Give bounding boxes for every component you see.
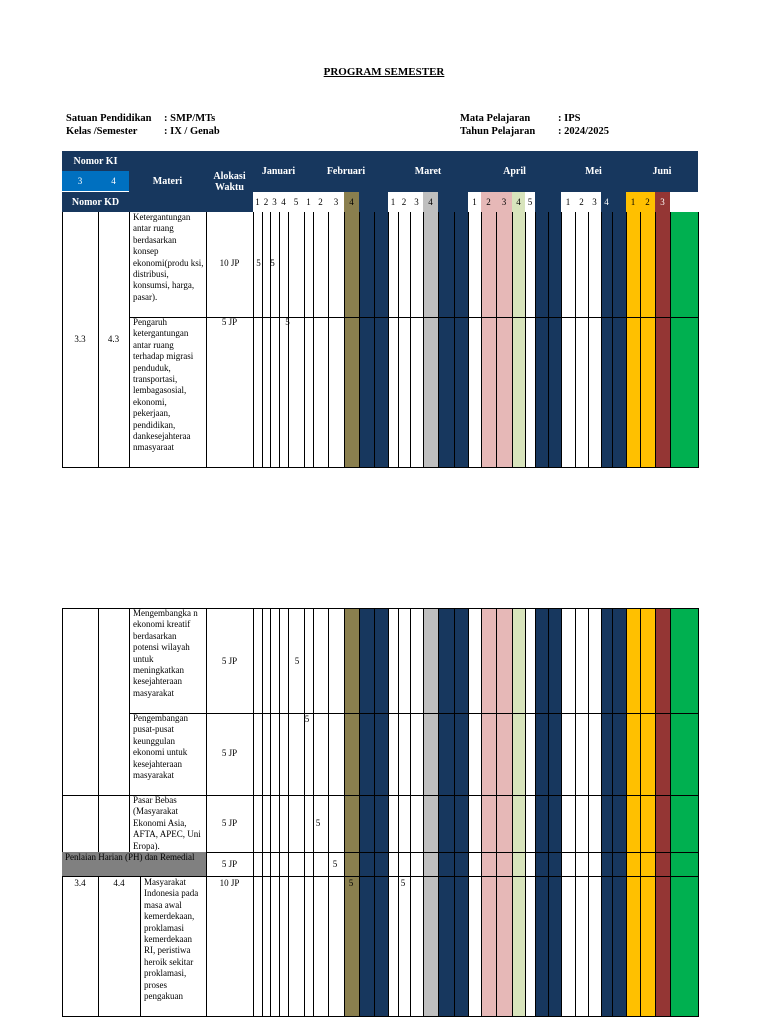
grid-line: [410, 876, 411, 1016]
week-mark: 5: [285, 317, 290, 327]
grid-line: [313, 212, 314, 467]
grid-line: [612, 852, 613, 876]
week-number: 3: [410, 192, 423, 212]
materi-cell: Mengembangka n ekonomi kreatif berdasarkan potensi wilayah untuk meningkatkan kesejahteraan masyarakat: [133, 608, 198, 698]
grid-line: [253, 212, 254, 467]
grid-line: [640, 876, 641, 1016]
grid-line: [398, 876, 399, 1016]
grid-line: [313, 852, 314, 876]
week-fill: [344, 212, 359, 467]
grid-line: [344, 876, 345, 1016]
materi-cell: Pengembangan pusat-pusat keunggulan ekonomi untuk kesejahteraan masyarakat: [133, 713, 188, 781]
info-value: : IPS: [558, 113, 581, 124]
grid-line: [670, 212, 671, 467]
week-fill: [438, 608, 454, 1016]
week-fill: [626, 608, 640, 1016]
week-number: 3: [270, 192, 279, 212]
grid-line: [548, 852, 549, 876]
grid-line: [481, 212, 482, 467]
week-spacer: [454, 192, 468, 212]
week-fill: [468, 212, 481, 467]
grid-line: [304, 212, 305, 467]
grid-line: [548, 608, 549, 852]
grid-line: [698, 608, 699, 852]
grid-line: [468, 852, 469, 876]
grid-line: [588, 852, 589, 876]
week-number: 1: [626, 192, 640, 212]
week-fill: [468, 608, 481, 1016]
grid-line: [62, 1016, 699, 1017]
week-spacer: [374, 192, 388, 212]
grid-line: [438, 876, 439, 1016]
grid-line: [374, 876, 375, 1016]
grid-line: [454, 608, 455, 852]
grid-line: [388, 852, 389, 876]
grid-line: [359, 212, 360, 467]
week-fill: [438, 212, 454, 467]
kd-kd-value: 4.3: [107, 334, 120, 344]
grid-line: [626, 608, 627, 852]
info-value: : 2024/2025: [558, 126, 610, 137]
grid-line: [129, 608, 130, 852]
grid-line: [344, 852, 345, 876]
grid-line: [206, 876, 207, 1016]
alokasi-cell: 10 JP: [219, 878, 240, 888]
grid-line: [374, 212, 375, 467]
grid-line: [262, 212, 263, 467]
month-header-mei: Mei: [561, 151, 626, 192]
grid-line: [454, 852, 455, 876]
week-fill: [374, 212, 388, 467]
grid-line: [640, 212, 641, 467]
alokasi-cell: 5 JP: [221, 656, 238, 666]
grid-line: [423, 212, 424, 467]
grid-line: [279, 852, 280, 876]
kd-ki-value: 3.3: [74, 334, 86, 344]
grid-line: [288, 608, 289, 852]
alokasi-header: Alokasi Waktu: [206, 151, 253, 212]
grid-line: [438, 212, 439, 467]
grid-line: [374, 608, 375, 852]
grid-line: [468, 608, 469, 852]
grid-line: [535, 876, 536, 1016]
grid-line: [328, 852, 329, 876]
week-spacer: [359, 192, 374, 212]
week-mark: 5: [332, 859, 338, 869]
grid-line: [588, 876, 589, 1016]
grid-line: [626, 212, 627, 467]
grid-line: [253, 852, 254, 876]
grid-line: [468, 212, 469, 467]
week-fill: [612, 212, 626, 467]
grid-line: [423, 608, 424, 852]
week-number: 4: [512, 192, 525, 212]
grid-line: [253, 876, 254, 1016]
grid-line: [253, 608, 254, 852]
grid-line: [328, 608, 329, 852]
week-number: 4: [423, 192, 438, 212]
week-fill: [640, 608, 655, 1016]
grid-line: [270, 876, 271, 1016]
grid-line: [626, 852, 627, 876]
grid-line: [140, 876, 141, 1016]
grid-line: [481, 852, 482, 876]
materi-cell: Masyarakat Indonesia pada masa awal kemerdekaan, proklamasi kemerdekaan RI, peristiwa heroik sekitar proklamasi, proses pengakuan: [144, 877, 199, 1002]
info-label: Mata Pelajaran: [460, 113, 531, 124]
week-fill: [423, 212, 438, 467]
week-number: 1: [388, 192, 398, 212]
grid-line: [388, 608, 389, 852]
grid-line: [454, 212, 455, 467]
week-number: 4: [601, 192, 612, 212]
info-value: : IX / Genab: [164, 126, 220, 137]
grid-line: [655, 212, 656, 467]
grid-line: [481, 876, 482, 1016]
week-number: 2: [262, 192, 270, 212]
grid-line: [304, 608, 305, 852]
week-number: 4: [279, 192, 288, 212]
week-number: 2: [575, 192, 588, 212]
grid-line: [398, 608, 399, 852]
grid-line: [398, 212, 399, 467]
grid-line: [561, 876, 562, 1016]
week-number: 2: [313, 192, 328, 212]
grid-line: [388, 212, 389, 467]
month-header-maret: Maret: [388, 151, 468, 192]
kd-ki-value: 3.4: [74, 878, 86, 888]
grid-line: [588, 212, 589, 467]
week-number: 2: [398, 192, 410, 212]
info-label: Tahun Pelajaran: [460, 126, 536, 137]
grid-line: [548, 212, 549, 467]
grid-line: [423, 876, 424, 1016]
grid-line: [328, 212, 329, 467]
week-fill: [670, 608, 698, 1016]
grid-line: [129, 212, 130, 467]
grid-line: [288, 852, 289, 876]
grid-line: [670, 608, 671, 852]
alokasi-cell: 5 JP: [221, 317, 238, 327]
grid-line: [62, 876, 63, 1016]
alokasi-cell: 5 JP: [221, 818, 238, 828]
grid-line: [575, 608, 576, 852]
week-fill: [496, 212, 512, 467]
week-fill: [359, 212, 374, 467]
grid-line: [279, 212, 280, 467]
grid-line: [62, 608, 63, 852]
week-fill: [481, 608, 496, 1016]
grid-line: [262, 852, 263, 876]
week-fill: [640, 212, 655, 467]
grid-line: [438, 608, 439, 852]
week-fill: [670, 212, 698, 467]
week-mark: 5: [348, 878, 354, 888]
month-header-februari: Februari: [304, 151, 388, 192]
ket-cell: [670, 192, 698, 212]
week-number: 3: [328, 192, 344, 212]
week-fill: [626, 212, 640, 467]
week-spacer: [612, 192, 626, 212]
grid-line: [525, 852, 526, 876]
grid-line: [561, 608, 562, 852]
week-number: 3: [588, 192, 601, 212]
grid-line: [698, 876, 699, 1016]
week-mark: 5: [304, 714, 310, 724]
grid-line: [98, 608, 99, 852]
week-fill: [535, 212, 548, 467]
grid-line: [496, 212, 497, 467]
grid-line: [601, 876, 602, 1016]
grid-line: [535, 212, 536, 467]
grid-line: [288, 876, 289, 1016]
grid-line: [575, 212, 576, 467]
grid-line: [512, 876, 513, 1016]
grid-line: [98, 876, 99, 1016]
info-label: Kelas /Semester: [66, 126, 138, 137]
info-label: Satuan Pendidikan: [66, 113, 152, 124]
week-fill: [454, 212, 468, 467]
page-title: PROGRAM SEMESTER: [323, 66, 445, 78]
grid-line: [270, 608, 271, 852]
grid-line: [561, 212, 562, 467]
week-fill: [548, 608, 561, 1016]
grid-line: [410, 852, 411, 876]
week-fill: [374, 608, 388, 1016]
grid-line: [548, 876, 549, 1016]
nomor-ki-header: Nomor KI: [62, 151, 129, 171]
grid-line: [270, 852, 271, 876]
week-mark: 5: [294, 656, 300, 666]
grid-line: [612, 876, 613, 1016]
week-number: 3: [496, 192, 512, 212]
grid-line: [640, 852, 641, 876]
grid-line: [359, 876, 360, 1016]
grid-line: [454, 876, 455, 1016]
grid-line: [313, 608, 314, 852]
week-number: 1: [253, 192, 262, 212]
grid-line: [670, 852, 671, 876]
grid-line: [670, 876, 671, 1016]
month-header-juni: Juni: [626, 151, 698, 192]
week-fill: [601, 212, 612, 467]
kd-kd-value: 4.4: [113, 878, 125, 888]
grid-line: [588, 608, 589, 852]
grid-line: [359, 608, 360, 852]
week-fill: [496, 608, 512, 1016]
materi-cell: Ketergantungan antar ruang berdasarkan konsep ekonomi(produ ksi, distribusi, konsumsi, harga, pasar).: [133, 212, 204, 302]
nomor-kd-header: Nomor KD: [62, 192, 129, 212]
grid-line: [655, 876, 656, 1016]
ki-value-4: 4: [98, 171, 129, 191]
week-fill: [344, 608, 359, 1016]
week-fill: [359, 608, 374, 1016]
week-fill: [655, 608, 670, 1016]
grid-line: [535, 608, 536, 852]
grid-line: [344, 608, 345, 852]
grid-line: [525, 876, 526, 1016]
grid-line: [601, 608, 602, 852]
grid-line: [344, 212, 345, 467]
week-mark: 5: [256, 258, 261, 268]
week-number: 3: [655, 192, 670, 212]
week-spacer: [535, 192, 548, 212]
grid-line: [512, 852, 513, 876]
week-fill: [423, 608, 438, 1016]
week-fill: [548, 212, 561, 467]
grid-line: [423, 852, 424, 876]
grid-line: [612, 212, 613, 467]
week-number: 4: [344, 192, 359, 212]
grid-line: [270, 212, 271, 467]
materi-cell: Pasar Bebas (Masyarakat Ekonomi Asia, AFTA, APEC, Uni Eropa).: [133, 795, 201, 851]
grid-line: [328, 876, 329, 1016]
ki-value-3: 3: [62, 171, 98, 191]
grid-line: [698, 212, 699, 467]
grid-line: [388, 876, 389, 1016]
week-spacer: [438, 192, 454, 212]
alokasi-cell: 5 JP: [221, 859, 238, 869]
grid-line: [612, 608, 613, 852]
week-mark: 5: [315, 818, 321, 828]
grid-line: [398, 852, 399, 876]
month-header-januari: Januari: [253, 151, 304, 192]
grid-line: [626, 876, 627, 1016]
grid-line: [62, 467, 699, 468]
grid-line: [359, 852, 360, 876]
grid-line: [698, 852, 699, 876]
week-fill: [535, 608, 548, 1016]
week-number: 2: [481, 192, 496, 212]
week-number: 1: [304, 192, 313, 212]
grid-line: [512, 608, 513, 852]
grid-line: [575, 876, 576, 1016]
grid-line: [206, 212, 207, 467]
grid-line: [655, 608, 656, 852]
remedial-cell: Penlaian Harian (PH) dan Remedial: [62, 852, 206, 876]
week-fill: [512, 608, 525, 1016]
week-number: 5: [525, 192, 535, 212]
grid-line: [525, 212, 526, 467]
week-number: 5: [288, 192, 304, 212]
week-fill: [655, 212, 670, 467]
week-fill: [601, 608, 612, 1016]
materi-cell: Pengaruh ketergantungan antar ruang terhadap migrasi penduduk, transportasi, lembagasosial, ekonomi, pekerjaan, pendidikan, dankesejahteraa nmasyaraat: [133, 317, 194, 453]
grid-line: [575, 852, 576, 876]
grid-line: [561, 852, 562, 876]
month-header-april: April: [468, 151, 561, 192]
grid-line: [279, 876, 280, 1016]
grid-line: [374, 852, 375, 876]
week-fill: [454, 608, 468, 1016]
alokasi-cell: 10 JP: [219, 258, 240, 268]
grid-line: [640, 608, 641, 852]
grid-line: [496, 876, 497, 1016]
week-number: 2: [640, 192, 655, 212]
alokasi-cell: 5 JP: [221, 748, 238, 758]
grid-line: [601, 852, 602, 876]
grid-line: [525, 608, 526, 852]
week-number: 1: [468, 192, 481, 212]
grid-line: [601, 212, 602, 467]
grid-line: [313, 876, 314, 1016]
grid-line: [304, 852, 305, 876]
materi-header: Materi: [129, 151, 206, 212]
grid-line: [410, 608, 411, 852]
grid-line: [262, 876, 263, 1016]
grid-line: [496, 608, 497, 852]
grid-line: [512, 212, 513, 467]
grid-line: [496, 852, 497, 876]
week-fill: [612, 608, 626, 1016]
grid-line: [288, 212, 289, 467]
grid-line: [468, 876, 469, 1016]
grid-line: [438, 852, 439, 876]
grid-line: [304, 876, 305, 1016]
grid-line: [206, 608, 207, 852]
grid-line: [129, 713, 699, 714]
week-spacer: [548, 192, 561, 212]
grid-line: [655, 852, 656, 876]
grid-line: [410, 212, 411, 467]
grid-line: [279, 608, 280, 852]
week-number: 1: [561, 192, 575, 212]
grid-line: [535, 852, 536, 876]
info-value: : SMP/MTs: [164, 113, 216, 124]
week-mark: 5: [400, 878, 406, 888]
grid-line: [262, 608, 263, 852]
week-fill: [481, 212, 496, 467]
grid-line: [481, 608, 482, 852]
week-mark: 5: [270, 258, 275, 268]
week-fill: [512, 212, 525, 467]
